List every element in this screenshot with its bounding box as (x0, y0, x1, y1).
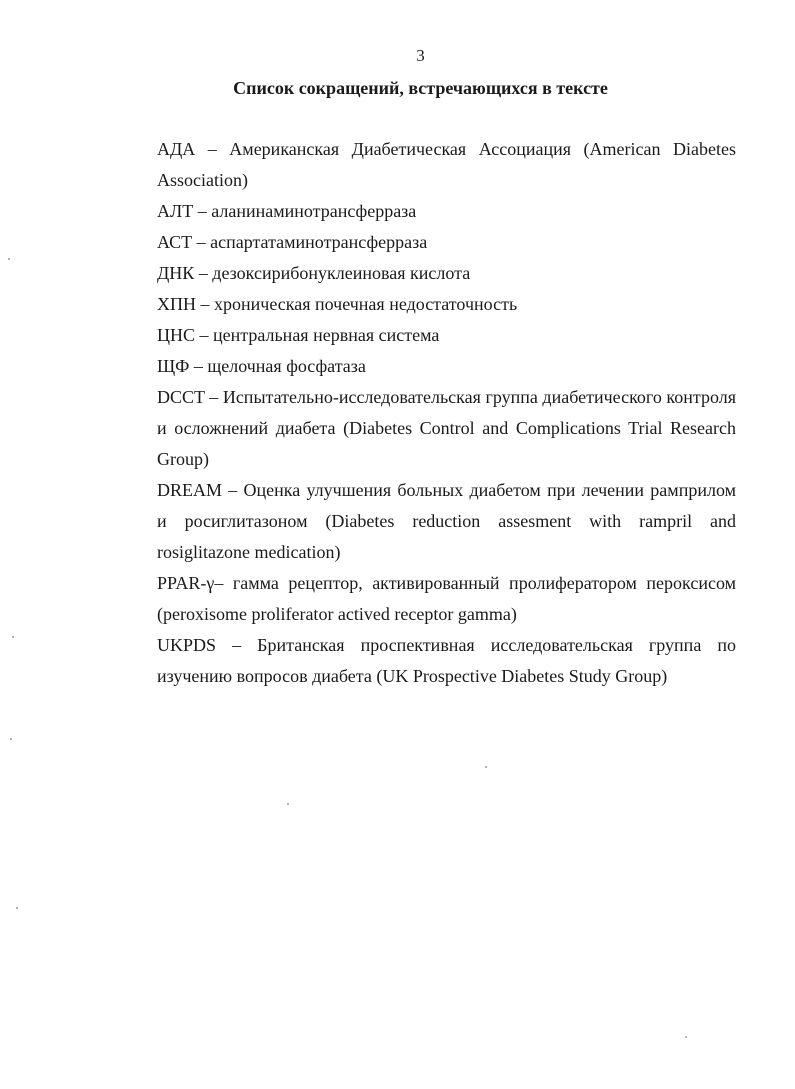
abbreviation-entry-dcct: DCCT – Испытательно-исследовательская группа диабетического контроля и осложнений диабета (Diabetes Control and Complications Trial Research Group) (157, 387, 736, 469)
abbreviation-entry-dream: DREAM – Оценка улучшения больных диабетом при лечении рамприлом и росиглитазоном (Diabetes reduction assesment with rampril and rosiglitazone medication) (157, 480, 736, 562)
scan-speck (287, 803, 289, 805)
scan-speck (16, 907, 18, 909)
scan-speck (485, 766, 487, 768)
page-title: Список сокращений, встречающихся в тексте (233, 78, 608, 98)
abbreviation-entry-dnk: ДНК – дезоксирибонуклеиновая кислота (157, 263, 471, 283)
abbreviation-entry-alt: АЛТ – аланинаминотрансферраза (157, 201, 417, 221)
abbreviation-entry-ppar: PPAR-γ– гамма рецептор, активированный пролифератором пероксисом (peroxisome proliferator actived receptor gamma) (157, 573, 736, 624)
scan-speck (8, 258, 10, 260)
abbreviation-entry-shf: ЩФ – щелочная фосфатаза (157, 356, 366, 376)
page-number: 3 (416, 46, 425, 65)
abbreviation-entry-hpn: ХПН – хроническая почечная недостаточность (157, 294, 518, 314)
abbreviation-entry-ukpds: UKPDS – Британская проспективная исследовательская группа по изучению вопросов диабета (UK Prospective Diabetes Study Group) (157, 635, 736, 686)
abbreviation-entry-cns: ЦНС – центральная нервная система (157, 325, 440, 345)
abbreviation-entry-ada: АДА – Американская Диабетическая Ассоциация (American Diabetes Association) (157, 139, 736, 190)
abbreviation-entry-ast: АСТ – аспартатаминотрансферраза (157, 232, 428, 252)
abbreviation-list (157, 134, 736, 692)
scan-speck (685, 1036, 687, 1038)
scan-speck (12, 636, 14, 638)
scan-speck (10, 738, 12, 740)
